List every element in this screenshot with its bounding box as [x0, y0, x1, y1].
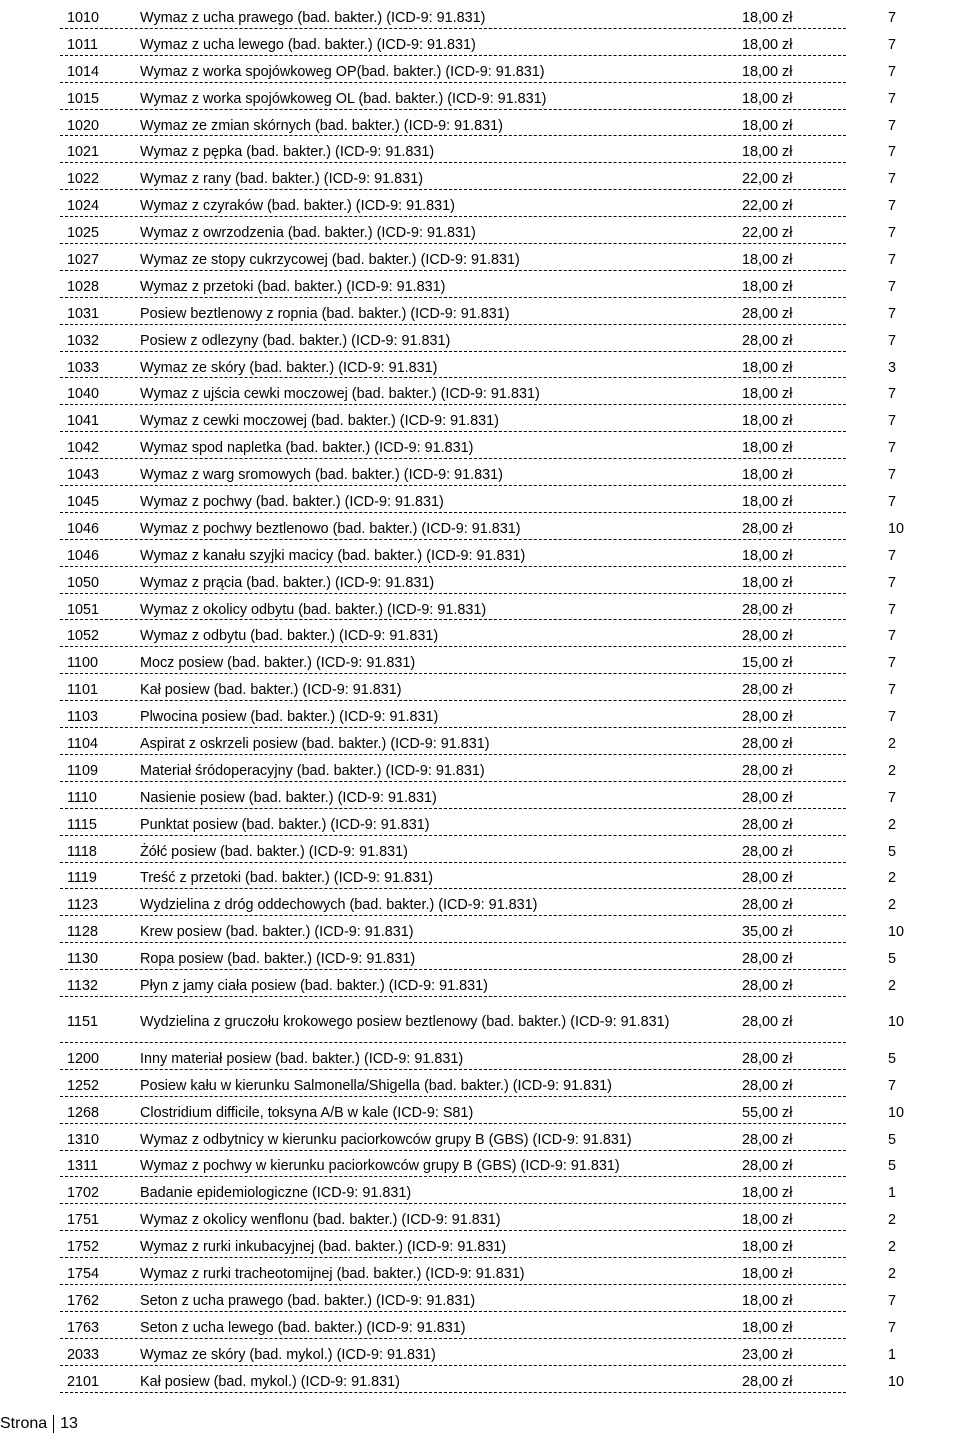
test-price: 28,00 zł	[742, 628, 793, 645]
test-name: Wydzielina z gruczołu krokowego posiew beztlenowy (bad. bakter.) (ICD-9: 91.831)	[140, 1014, 670, 1031]
test-name: Wymaz z okolicy wenflonu (bad. bakter.) (ICD-9: 91.831)	[140, 1212, 501, 1229]
test-name: Materiał śródoperacyjny (bad. bakter.) (ICD-9: 91.831)	[140, 762, 485, 779]
test-name: Żółć posiew (bad. bakter.) (ICD-9: 91.831)	[140, 843, 408, 860]
test-price: 18,00 zł	[742, 144, 793, 161]
test-name: Clostridium difficile, toksyna A/B w kale (ICD-9: S81)	[140, 1104, 474, 1121]
table-row	[60, 543, 908, 570]
test-code: 1020	[67, 117, 100, 134]
test-price: 28,00 zł	[742, 897, 793, 914]
test-code: 1041	[67, 413, 100, 430]
test-name: Wymaz ze skóry (bad. mykol.) (ICD-9: 91.831)	[140, 1346, 436, 1363]
test-name: Mocz posiew (bad. bakter.) (ICD-9: 91.831)	[140, 655, 416, 672]
table-row	[60, 166, 908, 193]
turnaround-days: 7	[888, 601, 897, 618]
turnaround-days: 7	[888, 789, 897, 806]
test-code: 1252	[67, 1077, 100, 1094]
test-code: 1028	[67, 278, 100, 295]
test-name: Wymaz z owrzodzenia (bad. bakter.) (ICD-9: 91.831)	[140, 225, 476, 242]
test-code: 1033	[67, 359, 100, 376]
test-price: 28,00 zł	[742, 305, 793, 322]
test-name: Seton z ucha lewego (bad. bakter.) (ICD-9: 91.831)	[140, 1319, 466, 1336]
turnaround-days: 1	[888, 1185, 897, 1202]
turnaround-days: 10	[888, 520, 905, 537]
test-name: Nasienie posiew (bad. bakter.) (ICD-9: 91.831)	[140, 789, 437, 806]
test-name: Seton z ucha prawego (bad. bakter.) (ICD-9: 91.831)	[140, 1292, 476, 1309]
test-price: 18,00 zł	[742, 1292, 793, 1309]
turnaround-days: 7	[888, 682, 897, 699]
test-code: 1130	[67, 951, 98, 968]
turnaround-days: 2	[888, 1239, 897, 1256]
test-price: 28,00 zł	[742, 1131, 793, 1148]
test-name: Wymaz z cewki moczowej (bad. bakter.) (ICD-9: 91.831)	[140, 413, 499, 430]
table-row	[60, 139, 908, 166]
test-name: Wymaz z ujścia cewki moczowej (bad. bakter.) (ICD-9: 91.831)	[140, 386, 540, 403]
turnaround-days: 2	[888, 816, 897, 833]
turnaround-days: 10	[888, 1014, 905, 1031]
turnaround-days: 7	[888, 574, 897, 591]
test-name: Wymaz z ucha prawego (bad. bakter.) (ICD-9: 91.831)	[140, 9, 486, 26]
table-row	[60, 892, 908, 919]
table-row	[60, 1046, 908, 1073]
turnaround-days: 10	[888, 1373, 905, 1390]
test-price: 22,00 zł	[742, 171, 793, 188]
test-code: 1310	[67, 1131, 100, 1148]
table-row	[60, 462, 908, 489]
test-name: Punktat posiew (bad. bakter.) (ICD-9: 91.831)	[140, 816, 430, 833]
test-code: 1109	[67, 762, 98, 779]
test-code: 1200	[67, 1050, 100, 1067]
turnaround-days: 7	[888, 655, 897, 672]
test-code: 1031	[67, 305, 100, 322]
table-row	[60, 1315, 908, 1342]
test-code: 1051	[67, 601, 100, 618]
turnaround-days: 7	[888, 332, 897, 349]
test-price: 18,00 zł	[742, 386, 793, 403]
table-row	[60, 5, 908, 32]
test-code: 2033	[67, 1346, 100, 1363]
turnaround-days: 5	[888, 1050, 897, 1067]
test-code: 1050	[67, 574, 100, 591]
turnaround-days: 7	[888, 440, 897, 457]
test-price: 28,00 zł	[742, 735, 793, 752]
test-code: 1119	[67, 870, 97, 887]
turnaround-days: 5	[888, 1131, 897, 1148]
test-price: 18,00 zł	[742, 1266, 793, 1283]
test-name: Kał posiew (bad. bakter.) (ICD-9: 91.831)	[140, 682, 402, 699]
turnaround-days: 7	[888, 493, 897, 510]
test-code: 1027	[67, 251, 100, 268]
test-code: 1311	[67, 1158, 98, 1175]
test-price: 18,00 zł	[742, 117, 793, 134]
turnaround-days: 7	[888, 171, 897, 188]
test-code: 1752	[67, 1239, 100, 1256]
test-code: 1015	[67, 90, 100, 107]
test-code: 1045	[67, 493, 100, 510]
turnaround-days: 5	[888, 843, 897, 860]
test-name: Kał posiew (bad. mykol.) (ICD-9: 91.831)	[140, 1373, 400, 1390]
test-price: 28,00 zł	[742, 843, 793, 860]
test-price: 28,00 zł	[742, 1373, 793, 1390]
table-row	[60, 758, 908, 785]
table-row	[60, 1288, 908, 1315]
table-row	[60, 113, 908, 140]
turnaround-days: 7	[888, 413, 897, 430]
table-row	[60, 973, 908, 1000]
test-code: 1123	[67, 897, 98, 914]
test-name: Wymaz z czyraków (bad. bakter.) (ICD-9: 91.831)	[140, 198, 455, 215]
test-price: 28,00 zł	[742, 682, 793, 699]
turnaround-days: 2	[888, 762, 897, 779]
test-price: 18,00 zł	[742, 413, 793, 430]
table-row	[60, 355, 908, 382]
test-price: 28,00 zł	[742, 951, 793, 968]
test-code: 1763	[67, 1319, 100, 1336]
test-price: 28,00 zł	[742, 1014, 793, 1031]
table-row	[60, 274, 908, 301]
test-name: Wymaz z worka spojówkoweg OP(bad. bakter.) (ICD-9: 91.831)	[140, 63, 545, 80]
turnaround-days: 7	[888, 386, 897, 403]
table-row	[60, 516, 908, 543]
test-price: 18,00 zł	[742, 574, 793, 591]
turnaround-days: 7	[888, 90, 897, 107]
turnaround-days: 2	[888, 1212, 897, 1229]
footer-separator	[53, 1415, 54, 1433]
turnaround-days: 1	[888, 1346, 897, 1363]
test-price: 28,00 zł	[742, 870, 793, 887]
test-code: 1115	[67, 816, 97, 833]
test-name: Wymaz z pochwy beztlenowo (bad. bakter.) (ICD-9: 91.831)	[140, 520, 521, 537]
test-code: 1101	[67, 682, 98, 699]
table-row	[60, 919, 908, 946]
test-price: 18,00 zł	[742, 63, 793, 80]
test-price: 28,00 zł	[742, 978, 793, 994]
turnaround-days: 2	[888, 735, 897, 752]
test-price: 18,00 zł	[742, 493, 793, 510]
test-name: Wymaz ze zmian skórnych (bad. bakter.) (ICD-9: 91.831)	[140, 117, 503, 134]
table-row	[60, 1073, 908, 1100]
turnaround-days: 7	[888, 144, 897, 161]
table-row	[60, 1100, 908, 1127]
turnaround-days: 5	[888, 1158, 897, 1175]
table-row	[60, 785, 908, 812]
test-code: 1151	[67, 1014, 98, 1031]
test-name: Wymaz ze skóry (bad. bakter.) (ICD-9: 91.831)	[140, 359, 438, 376]
turnaround-days: 2	[888, 897, 897, 914]
test-code: 2101	[67, 1373, 100, 1390]
test-name: Wymaz z odbytnicy w kierunku paciorkowców grupy B (GBS) (ICD-9: 91.831)	[140, 1131, 632, 1148]
table-row	[60, 220, 908, 247]
test-price: 18,00 zł	[742, 1319, 793, 1336]
turnaround-days: 7	[888, 467, 897, 484]
turnaround-days: 7	[888, 225, 897, 242]
turnaround-days: 7	[888, 63, 897, 80]
test-name: Wymaz z ucha lewego (bad. bakter.) (ICD-9: 91.831)	[140, 36, 476, 53]
turnaround-days: 7	[888, 9, 897, 26]
turnaround-days: 3	[888, 359, 897, 376]
test-name: Krew posiew (bad. bakter.) (ICD-9: 91.831)	[140, 924, 414, 941]
price-list-table	[60, 5, 908, 1396]
test-code: 1022	[67, 171, 100, 188]
test-code: 1011	[67, 36, 98, 53]
test-code: 1702	[67, 1185, 100, 1202]
test-code: 1043	[67, 467, 100, 484]
test-price: 18,00 zł	[742, 90, 793, 107]
test-price: 28,00 zł	[742, 789, 793, 806]
table-row	[60, 59, 908, 86]
table-row	[60, 1342, 908, 1369]
table-row	[60, 328, 908, 355]
test-name: Wymaz z worka spojówkoweg OL (bad. bakter.) (ICD-9: 91.831)	[140, 90, 547, 107]
table-row	[60, 1154, 908, 1181]
turnaround-days: 2	[888, 870, 897, 887]
test-name: Wymaz z pochwy (bad. bakter.) (ICD-9: 91.831)	[140, 493, 444, 510]
turnaround-days: 7	[888, 1077, 897, 1094]
test-name: Ropa posiew (bad. bakter.) (ICD-9: 91.831)	[140, 951, 416, 968]
test-name: Wymaz z odbytu (bad. bakter.) (ICD-9: 91.831)	[140, 628, 439, 645]
test-price: 18,00 zł	[742, 547, 793, 564]
table-row	[60, 435, 908, 462]
table-row	[60, 489, 908, 516]
table-row	[60, 1369, 908, 1396]
table-row	[60, 866, 908, 893]
test-code: 1268	[67, 1104, 100, 1121]
test-code: 1128	[67, 924, 98, 941]
test-name: Wymaz z rurki inkubacyjnej (bad. bakter.) (ICD-9: 91.831)	[140, 1239, 507, 1256]
test-code: 1046	[67, 547, 100, 564]
test-name: Wymaz z warg sromowych (bad. bakter.) (ICD-9: 91.831)	[140, 467, 503, 484]
test-price: 28,00 zł	[742, 601, 793, 618]
table-row	[60, 623, 908, 650]
test-price: 18,00 zł	[742, 1212, 793, 1229]
test-price: 28,00 zł	[742, 520, 793, 537]
table-row	[60, 597, 908, 624]
turnaround-days: 10	[888, 924, 905, 941]
test-code: 1042	[67, 440, 100, 457]
test-code: 1014	[67, 63, 100, 80]
turnaround-days: 2	[888, 1266, 897, 1283]
test-price: 35,00 zł	[742, 924, 793, 941]
table-row	[60, 247, 908, 274]
table-row	[60, 704, 908, 731]
table-row	[60, 677, 908, 704]
turnaround-days: 7	[888, 117, 897, 134]
table-row	[60, 86, 908, 113]
test-name: Wymaz z przetoki (bad. bakter.) (ICD-9: 91.831)	[140, 278, 446, 295]
test-price: 18,00 zł	[742, 359, 793, 376]
test-name: Wymaz z prącia (bad. bakter.) (ICD-9: 91.831)	[140, 574, 435, 591]
test-price: 18,00 zł	[742, 1185, 793, 1202]
test-price: 18,00 zł	[742, 440, 793, 457]
test-name: Wymaz z rurki tracheotomijnej (bad. bakter.) (ICD-9: 91.831)	[140, 1266, 525, 1283]
test-name: Wymaz ze stopy cukrzycowej (bad. bakter.) (ICD-9: 91.831)	[140, 251, 520, 268]
test-code: 1010	[67, 9, 100, 26]
test-price: 18,00 zł	[742, 278, 793, 295]
test-code: 1754	[67, 1266, 100, 1283]
test-name: Wymaz z rany (bad. bakter.) (ICD-9: 91.831)	[140, 171, 423, 188]
table-row	[60, 731, 908, 758]
test-code: 1104	[67, 735, 98, 752]
turnaround-days: 7	[888, 251, 897, 268]
table-row	[60, 812, 908, 839]
test-name: Wymaz z pępka (bad. bakter.) (ICD-9: 91.831)	[140, 144, 435, 161]
table-row	[60, 408, 908, 435]
test-price: 28,00 zł	[742, 1050, 793, 1067]
table-row	[60, 193, 908, 220]
test-price: 55,00 zł	[742, 1104, 793, 1121]
test-price: 18,00 zł	[742, 36, 793, 53]
table-row	[60, 839, 908, 866]
test-code: 1132	[67, 978, 98, 994]
test-code: 1110	[67, 789, 97, 806]
turnaround-days: 5	[888, 951, 897, 968]
test-name: Posiew z odlezyny (bad. bakter.) (ICD-9: 91.831)	[140, 332, 451, 349]
test-price: 28,00 zł	[742, 709, 793, 726]
test-name: Inny materiał posiew (bad. bakter.) (ICD-9: 91.831)	[140, 1050, 464, 1067]
turnaround-days: 7	[888, 36, 897, 53]
test-price: 28,00 zł	[742, 762, 793, 779]
table-row	[60, 946, 908, 973]
turnaround-days: 10	[888, 1104, 905, 1121]
turnaround-days: 7	[888, 278, 897, 295]
test-price: 23,00 zł	[742, 1346, 793, 1363]
test-code: 1052	[67, 628, 100, 645]
page-footer	[0, 1415, 78, 1433]
turnaround-days: 7	[888, 1292, 897, 1309]
table-row	[60, 1180, 908, 1207]
table-row	[60, 381, 908, 408]
turnaround-days: 7	[888, 1319, 897, 1336]
test-code: 1751	[67, 1212, 100, 1229]
turnaround-days: 2	[888, 978, 897, 994]
test-code: 1100	[67, 655, 98, 672]
test-name: Plwocina posiew (bad. bakter.) (ICD-9: 91.831)	[140, 709, 439, 726]
table-row	[60, 1000, 908, 1046]
test-name: Płyn z jamy ciała posiew (bad. bakter.) (ICD-9: 91.831)	[140, 978, 488, 994]
table-row	[60, 570, 908, 597]
test-price: 28,00 zł	[742, 1158, 793, 1175]
test-price: 18,00 zł	[742, 251, 793, 268]
test-price: 18,00 zł	[742, 1239, 793, 1256]
test-price: 18,00 zł	[742, 467, 793, 484]
test-code: 1762	[67, 1292, 100, 1309]
table-row	[60, 1127, 908, 1154]
test-code: 1046	[67, 520, 100, 537]
turnaround-days: 7	[888, 198, 897, 215]
test-name: Badanie epidemiologiczne (ICD-9: 91.831)	[140, 1185, 412, 1202]
test-code: 1118	[67, 843, 97, 860]
table-row	[60, 1261, 908, 1288]
turnaround-days: 7	[888, 547, 897, 564]
test-name: Wymaz z okolicy odbytu (bad. bakter.) (ICD-9: 91.831)	[140, 601, 487, 618]
test-name: Wymaz spod napletka (bad. bakter.) (ICD-9: 91.831)	[140, 440, 474, 457]
test-name: Aspirat z oskrzeli posiew (bad. bakter.) (ICD-9: 91.831)	[140, 735, 490, 752]
test-name: Posiew beztlenowy z ropnia (bad. bakter.) (ICD-9: 91.831)	[140, 305, 510, 322]
table-row	[60, 650, 908, 677]
turnaround-days: 7	[888, 305, 897, 322]
test-price: 22,00 zł	[742, 198, 793, 215]
test-price: 28,00 zł	[742, 1077, 793, 1094]
test-price: 15,00 zł	[742, 655, 793, 672]
table-row	[60, 1234, 908, 1261]
test-code: 1025	[67, 225, 100, 242]
table-row	[60, 1207, 908, 1234]
test-price: 28,00 zł	[742, 332, 793, 349]
test-price: 22,00 zł	[742, 225, 793, 242]
test-name: Wymaz z kanału szyjki macicy (bad. bakter.) (ICD-9: 91.831)	[140, 547, 526, 564]
test-price: 28,00 zł	[742, 816, 793, 833]
test-code: 1040	[67, 386, 100, 403]
turnaround-days: 7	[888, 709, 897, 726]
test-code: 1032	[67, 332, 100, 349]
test-name: Wymaz z pochwy w kierunku paciorkowców grupy B (GBS) (ICD-9: 91.831)	[140, 1158, 620, 1175]
test-code: 1103	[67, 709, 98, 726]
test-name: Posiew kału w kierunku Salmonella/Shigella (bad. bakter.) (ICD-9: 91.831)	[140, 1077, 612, 1094]
test-name: Wydzielina z dróg oddechowych (bad. bakter.) (ICD-9: 91.831)	[140, 897, 538, 914]
table-row	[60, 301, 908, 328]
page-label: Strona	[0, 1415, 48, 1432]
page-number: 13	[60, 1415, 78, 1432]
table-row	[60, 32, 908, 59]
test-name: Treść z przetoki (bad. bakter.) (ICD-9: 91.831)	[140, 870, 433, 887]
test-code: 1024	[67, 198, 100, 215]
test-price: 18,00 zł	[742, 9, 793, 26]
test-code: 1021	[67, 144, 100, 161]
turnaround-days: 7	[888, 628, 897, 645]
